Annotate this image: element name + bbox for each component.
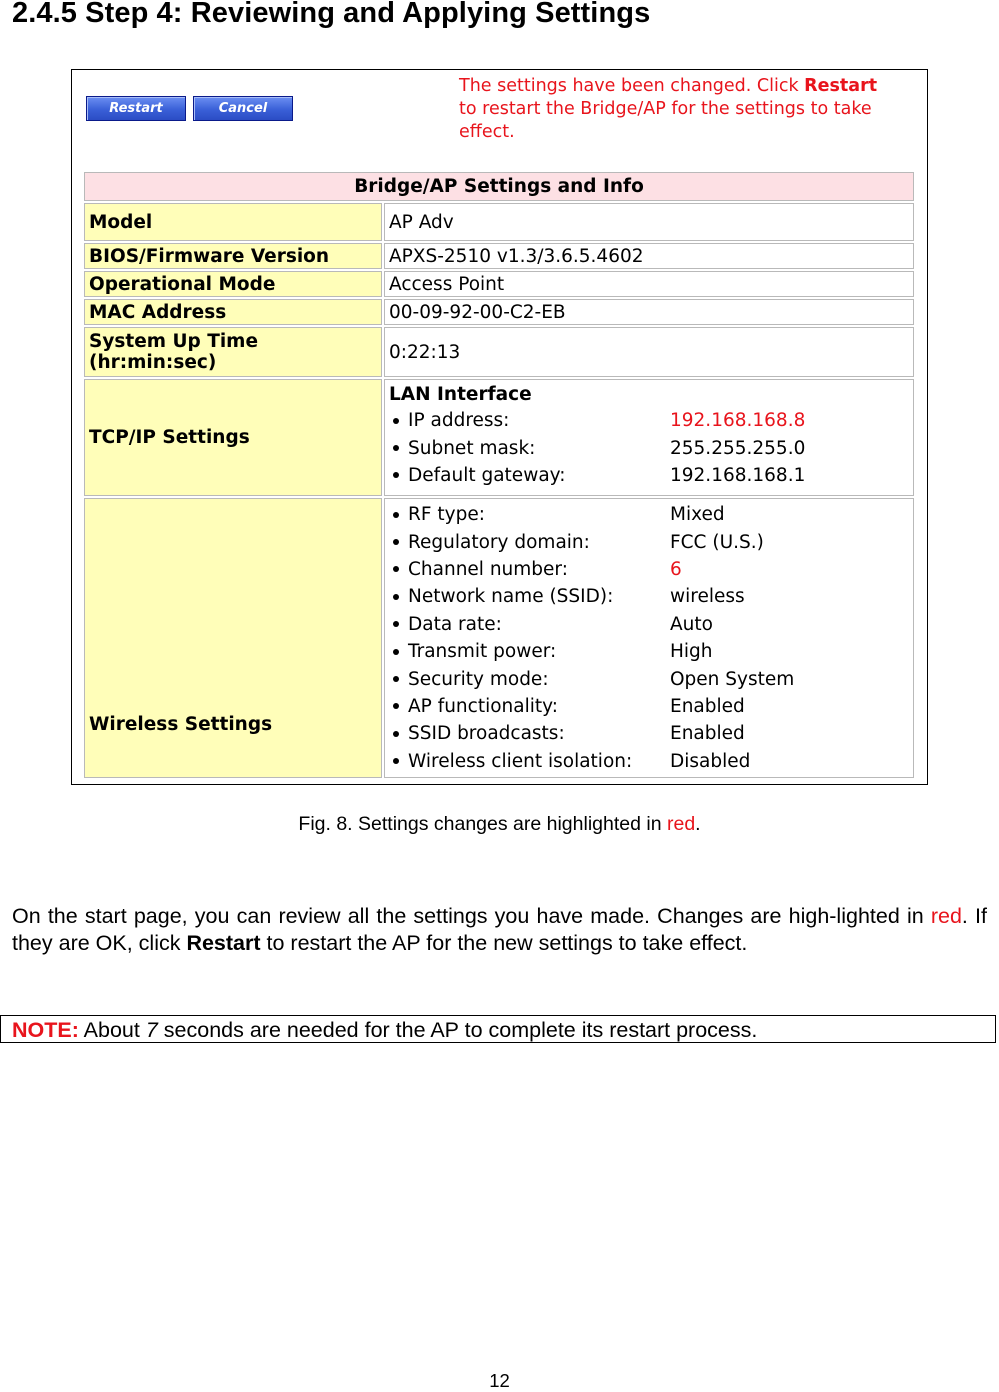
wireless-label: Wireless Settings bbox=[84, 498, 382, 778]
wireless-list bbox=[389, 501, 909, 775]
list-item bbox=[389, 434, 909, 461]
tcpip-label: TCP/IP Settings bbox=[84, 379, 382, 496]
list-item bbox=[389, 748, 909, 775]
list-item bbox=[389, 556, 909, 583]
list-item bbox=[389, 611, 909, 638]
firmware-value: APXS-2510 v1.3/3.6.5.4602 bbox=[384, 243, 914, 269]
para-red-word: red bbox=[930, 904, 962, 928]
caption-text: Fig. 8. Settings changes are highlighted in bbox=[298, 813, 667, 835]
mode-value: Access Point bbox=[384, 271, 914, 297]
setting-key: Wireless client isolation: bbox=[408, 750, 633, 772]
list-item bbox=[389, 720, 909, 747]
para-part-3: to restart the AP for the new settings to take effect. bbox=[260, 930, 748, 955]
setting-key: Data rate: bbox=[408, 613, 502, 635]
para-part-2: . If they are OK, click bbox=[12, 904, 987, 955]
section-heading: 2.4.5 Step 4: Reviewing and Applying Settings bbox=[12, 0, 651, 29]
list-item bbox=[389, 638, 909, 665]
cancel-button[interactable]: Cancel bbox=[193, 96, 293, 121]
mac-value: 00-09-92-00-C2-EB bbox=[384, 299, 914, 325]
setting-value: Auto bbox=[670, 613, 713, 635]
setting-key: SSID broadcasts: bbox=[408, 723, 565, 745]
uptime-label bbox=[84, 327, 382, 377]
setting-value: 192.168.168.1 bbox=[670, 464, 806, 486]
setting-value: Disabled bbox=[670, 750, 751, 772]
setting-key: Default gateway: bbox=[408, 464, 566, 486]
firmware-label: BIOS/Firmware Version bbox=[84, 243, 382, 269]
setting-value: FCC (U.S.) bbox=[670, 531, 764, 553]
list-item bbox=[389, 665, 909, 692]
uptime-label-line1: System Up Time bbox=[89, 331, 258, 352]
note-seconds: 7 bbox=[145, 1018, 158, 1042]
body-paragraph bbox=[12, 903, 987, 956]
notice-text-1: The settings have been changed. Click bbox=[459, 76, 799, 96]
para-restart-word: Restart bbox=[186, 930, 261, 955]
tcpip-value-cell bbox=[384, 379, 914, 496]
lan-interface-title: LAN Interface bbox=[389, 384, 532, 405]
note-text-1: About bbox=[78, 1018, 146, 1042]
uptime-label-line2: (hr:min:sec) bbox=[89, 352, 217, 373]
list-item bbox=[389, 501, 909, 528]
setting-value: Enabled bbox=[670, 723, 745, 745]
setting-key: Network name (SSID): bbox=[408, 586, 614, 608]
note-box bbox=[0, 1015, 996, 1043]
list-item bbox=[389, 583, 909, 610]
page-number: 12 bbox=[489, 1370, 510, 1391]
mode-label: Operational Mode bbox=[84, 271, 382, 297]
model-value: AP Adv bbox=[384, 203, 914, 241]
setting-key: Security mode: bbox=[408, 668, 549, 690]
wireless-value-cell bbox=[384, 498, 914, 778]
setting-key: AP functionality: bbox=[408, 695, 558, 717]
settings-info-table bbox=[82, 170, 916, 780]
settings-changed-notice bbox=[459, 75, 899, 144]
caption-red-word: red bbox=[666, 813, 696, 835]
setting-value: Open System bbox=[670, 668, 795, 690]
notice-restart-word: Restart bbox=[804, 76, 878, 96]
setting-value: 255.255.255.0 bbox=[670, 437, 806, 459]
model-label: Model bbox=[84, 203, 382, 241]
setting-key: RF type: bbox=[408, 504, 485, 526]
setting-key: IP address: bbox=[408, 410, 510, 432]
setting-value-changed: 192.168.168.8 bbox=[670, 410, 806, 432]
settings-screenshot bbox=[71, 69, 928, 785]
setting-value-changed: 6 bbox=[670, 558, 682, 580]
setting-value: wireless bbox=[670, 586, 745, 608]
setting-key: Regulatory domain: bbox=[408, 531, 590, 553]
notice-text-2: to restart the Bridge/AP for the settings to take effect. bbox=[459, 99, 872, 142]
list-item bbox=[389, 528, 909, 555]
note-text-2: seconds are needed for the AP to complete its restart process. bbox=[157, 1018, 758, 1042]
para-part-1: On the start page, you can review all the settings you have made. Changes are high-lighted in bbox=[12, 904, 931, 928]
figure-caption bbox=[0, 813, 999, 836]
mac-label: MAC Address bbox=[84, 299, 382, 325]
setting-key: Channel number: bbox=[408, 558, 568, 580]
list-item bbox=[389, 693, 909, 720]
caption-suffix: . bbox=[695, 813, 701, 835]
setting-value: High bbox=[670, 641, 713, 663]
setting-value: Mixed bbox=[670, 504, 725, 526]
setting-value: Enabled bbox=[670, 695, 745, 717]
setting-key: Subnet mask: bbox=[408, 437, 536, 459]
uptime-value: 0:22:13 bbox=[384, 327, 914, 377]
restart-button[interactable]: Restart bbox=[86, 96, 186, 121]
list-item bbox=[389, 462, 909, 489]
setting-key: Transmit power: bbox=[408, 641, 557, 663]
list-item bbox=[389, 407, 909, 434]
tcpip-list bbox=[389, 407, 909, 489]
note-label: NOTE: bbox=[12, 1018, 79, 1042]
table-title: Bridge/AP Settings and Info bbox=[84, 172, 914, 201]
